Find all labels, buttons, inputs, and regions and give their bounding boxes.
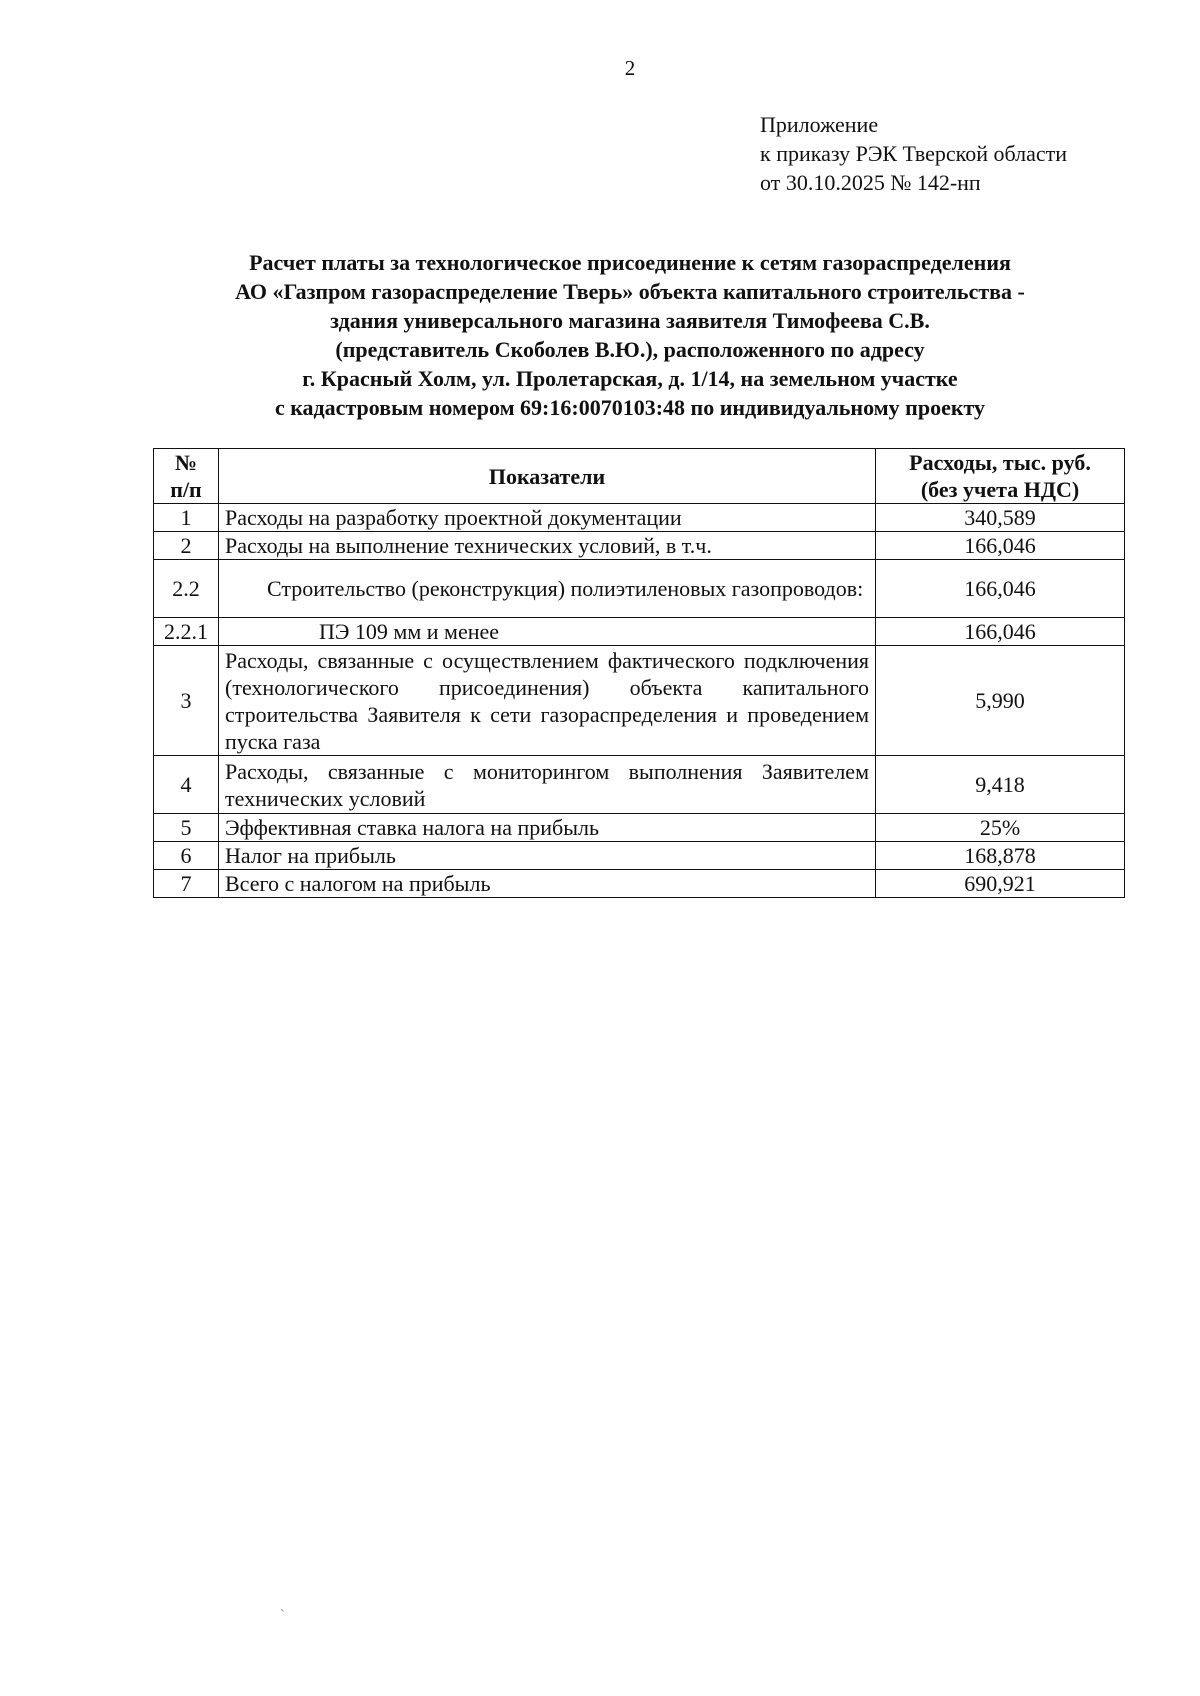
table-row bbox=[154, 504, 1125, 532]
table-row bbox=[154, 532, 1125, 560]
table-row bbox=[154, 646, 1125, 756]
header-number-line: п/п bbox=[170, 477, 202, 502]
row-value: 25% bbox=[876, 814, 1125, 842]
header-expenses-line: (без учета НДС) bbox=[920, 477, 1080, 502]
row-value: 168,878 bbox=[876, 842, 1125, 870]
calculation-table bbox=[153, 448, 1125, 898]
row-number: 7 bbox=[154, 870, 219, 898]
appendix-line: от 30.10.2025 № 142-нп bbox=[760, 170, 981, 195]
row-indicator: Эффективная ставка налога на прибыль bbox=[219, 814, 876, 842]
page-number: 2 bbox=[624, 56, 636, 80]
title-line: с кадастровым номером 69:16:0070103:48 по индивидуальному проекту bbox=[274, 395, 986, 420]
row-indicator: ПЭ 109 мм и менее bbox=[219, 618, 876, 646]
row-indicator: Строительство (реконструкция) полиэтиленовых газопроводов: bbox=[219, 560, 876, 618]
row-value: 690,921 bbox=[876, 870, 1125, 898]
row-value: 5,990 bbox=[876, 646, 1125, 756]
row-value: 166,046 bbox=[876, 560, 1125, 618]
row-number: 3 bbox=[154, 646, 219, 756]
row-indicator: Налог на прибыль bbox=[219, 842, 876, 870]
table-row bbox=[154, 756, 1125, 814]
row-number: 2 bbox=[154, 532, 219, 560]
scan-artifact-mark: ` bbox=[280, 1608, 285, 1623]
row-indicator: Расходы на выполнение технических условий, в т.ч. bbox=[219, 532, 876, 560]
row-value: 9,418 bbox=[876, 756, 1125, 814]
title-line: здания универсального магазина заявителя Тимофеева С.В. bbox=[330, 308, 930, 333]
appendix-block bbox=[760, 110, 1067, 197]
row-number: 6 bbox=[154, 842, 219, 870]
row-number: 5 bbox=[154, 814, 219, 842]
row-value: 166,046 bbox=[876, 532, 1125, 560]
title-line: Расчет платы за технологическое присоединение к сетям газораспределения bbox=[249, 250, 1011, 275]
header-expenses bbox=[876, 449, 1125, 504]
table-row bbox=[154, 842, 1125, 870]
row-number: 1 bbox=[154, 504, 219, 532]
table-row bbox=[154, 814, 1125, 842]
title-line: АО «Газпром газораспределение Тверь» объекта капитального строительства - bbox=[235, 279, 1025, 304]
appendix-line: к приказу РЭК Тверской области bbox=[760, 141, 1068, 166]
row-value: 340,589 bbox=[876, 504, 1125, 532]
row-number: 2.2.1 bbox=[154, 618, 219, 646]
row-indicator: Расходы, связанные с мониторингом выполнения Заявителем технических условий bbox=[219, 756, 876, 814]
table-row bbox=[154, 560, 1125, 618]
appendix-line: Приложение bbox=[760, 112, 879, 137]
document-title bbox=[120, 248, 1140, 422]
row-indicator: Расходы на разработку проектной документации bbox=[219, 504, 876, 532]
row-indicator: Всего с налогом на прибыль bbox=[219, 870, 876, 898]
header-indicator: Показатели bbox=[219, 449, 876, 504]
row-value: 166,046 bbox=[876, 618, 1125, 646]
table-row bbox=[154, 870, 1125, 898]
header-number bbox=[154, 449, 219, 504]
header-expenses-line: Расходы, тыс. руб. bbox=[909, 450, 1091, 475]
table-row bbox=[154, 618, 1125, 646]
row-number: 4 bbox=[154, 756, 219, 814]
row-number: 2.2 bbox=[154, 560, 219, 618]
title-line: (представитель Скоболев В.Ю.), расположенного по адресу bbox=[335, 337, 925, 362]
header-number-line: № bbox=[174, 450, 198, 475]
row-indicator: Расходы, связанные с осуществлением фактического подключения (технологического присоединения) объекта капитального строительства Заявителя к сети газораспределения и проведением пуска газа bbox=[219, 646, 876, 756]
title-line: г. Красный Холм, ул. Пролетарская, д. 1/14, на земельном участке bbox=[302, 366, 958, 391]
table-header-row bbox=[154, 449, 1125, 504]
